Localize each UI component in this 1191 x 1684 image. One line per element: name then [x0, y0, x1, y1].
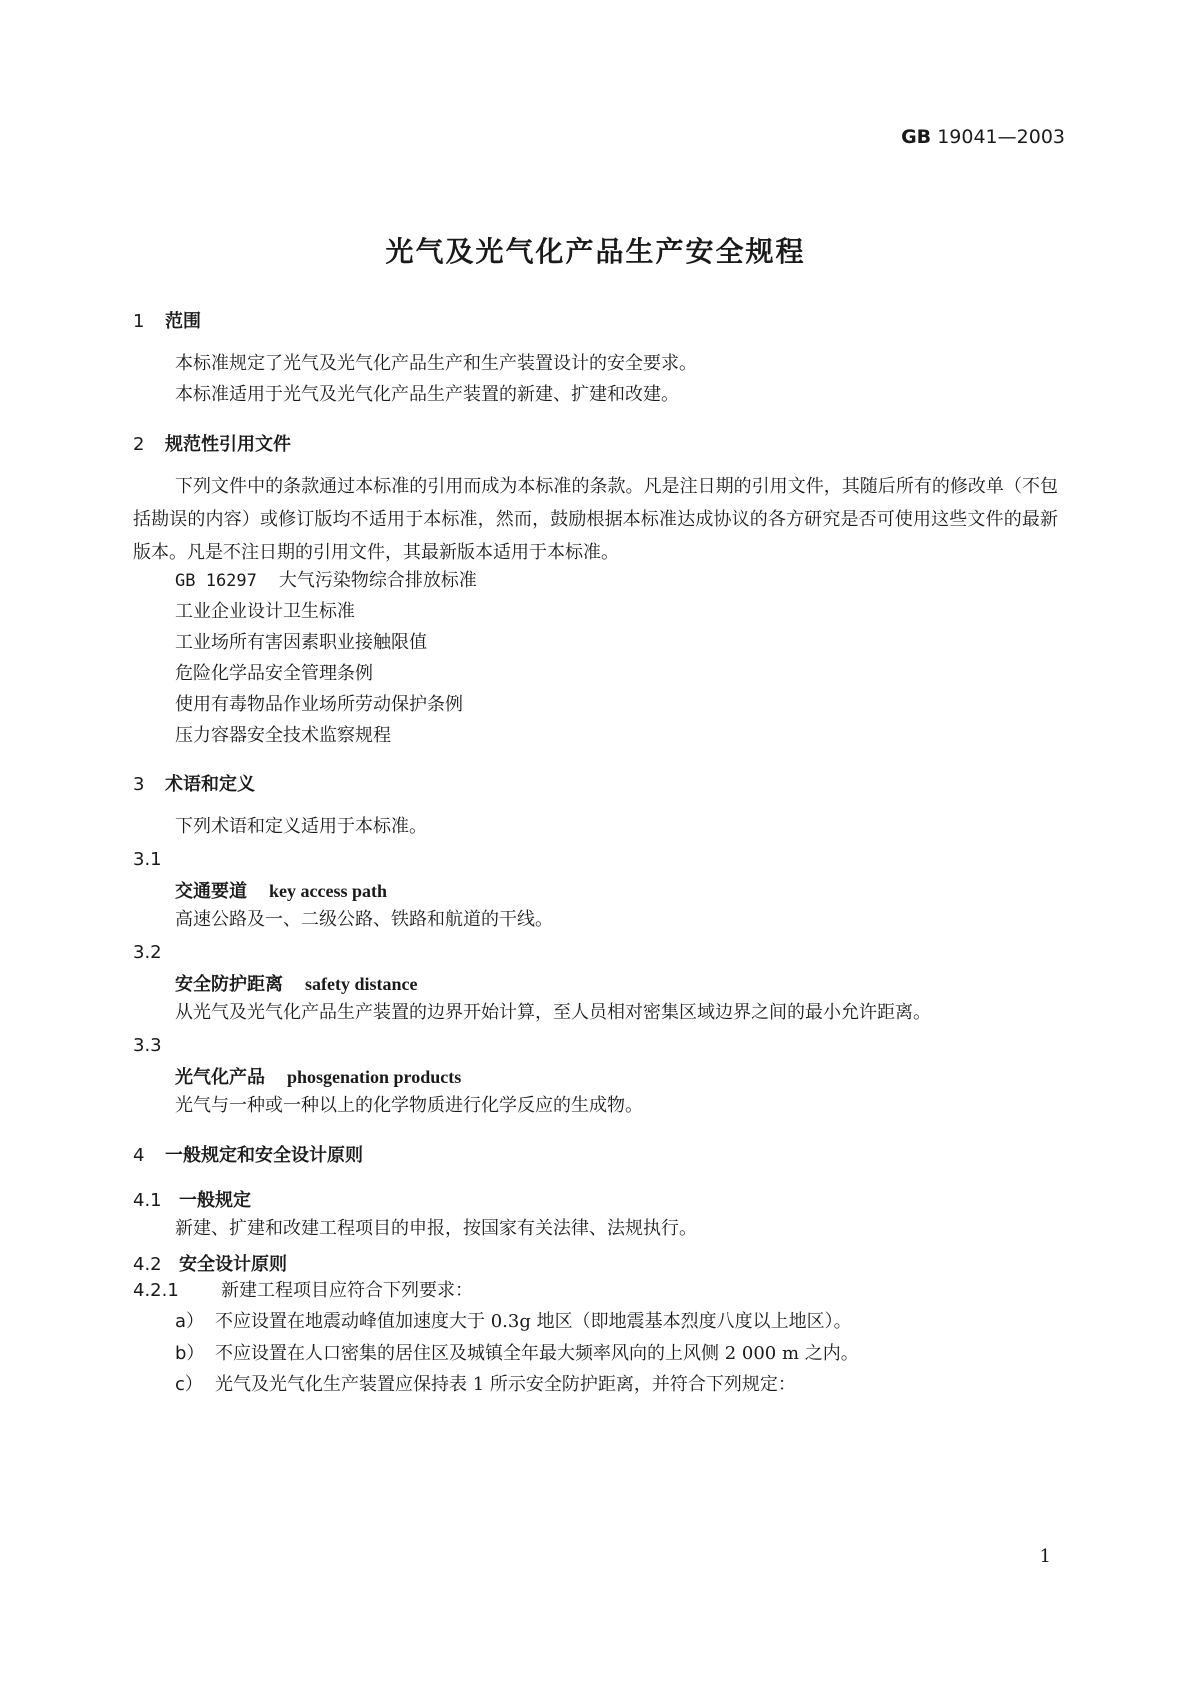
document-title: 光气及光气化产品生产安全规程 [385, 235, 806, 268]
paragraph: 本标准适用于光气及光气化产品生产装置的新建、扩建和改建。 [175, 384, 679, 405]
term-number: 3.1 [133, 849, 162, 870]
reference-item: 危险化学品安全管理条例 [175, 663, 373, 684]
list-item: b） 不应设置在人口密集的居住区及城镇全年最大频率风向的上风侧 2 000 m 之内。 [175, 1343, 859, 1364]
section-3-heading: 3 术语和定义 [133, 774, 255, 795]
reference-item: 工业场所有害因素职业接触限值 [175, 632, 427, 653]
term-number: 3.3 [133, 1035, 162, 1056]
standard-code: GB 19041—2003 [901, 126, 1065, 148]
term-heading: 交通要道 key access path [175, 881, 387, 902]
term-definition: 从光气及光气化产品生产装置的边界开始计算，至人员相对密集区域边界之间的最小允许距离。 [175, 1002, 931, 1023]
term-definition: 光气与一种或一种以上的化学物质进行化学反应的生成物。 [175, 1095, 643, 1116]
section-2-heading: 2 规范性引用文件 [133, 434, 291, 455]
paragraph: 新建、扩建和改建工程项目的申报，按国家有关法律、法规执行。 [175, 1218, 697, 1239]
section-4-1-heading: 4.1 一般规定 [133, 1190, 251, 1211]
list-item: c） 光气及光气化生产装置应保持表 1 所示安全防护距离，并符合下列规定： [175, 1374, 796, 1395]
page-number: 1 [1039, 1546, 1051, 1567]
paragraph: 下列文件中的条款通过本标准的引用而成为本标准的条款。凡是注日期的引用文件，其随后所有的修改单（不包括勘误的内容）或修订版均不适用于本标准，然而，鼓励根据本标准达成协议的各方研究是否可使用这些文件的最新版本。凡是不注日期的引用文件，其最新版本适用于本标准。 [133, 476, 1058, 563]
reference-item: 压力容器安全技术监察规程 [175, 725, 391, 746]
paragraph: 本标准规定了光气及光气化产品生产和生产装置设计的安全要求。 [175, 353, 697, 374]
section-4-2-heading: 4.2 安全设计原则 [133, 1254, 287, 1275]
reference-item: 工业企业设计卫生标准 [175, 601, 355, 622]
section-1-heading: 1 范围 [133, 311, 201, 332]
clause-4-2-1: 4.2.1 新建工程项目应符合下列要求： [133, 1280, 473, 1301]
reference-item: GB 16297 大气污染物综合排放标准 [175, 570, 477, 591]
term-heading: 安全防护距离 safety distance [175, 974, 418, 995]
paragraph: 下列术语和定义适用于本标准。 [175, 816, 427, 837]
term-heading: 光气化产品 phosgenation products [175, 1067, 462, 1088]
list-item: a） 不应设置在地震动峰值加速度大于 0.3g 地区（即地震基本烈度八度以上地区）。 [175, 1311, 852, 1332]
term-number: 3.2 [133, 942, 162, 963]
term-definition: 高速公路及一、二级公路、铁路和航道的干线。 [175, 909, 553, 930]
reference-item: 使用有毒物品作业场所劳动保护条例 [175, 694, 463, 715]
section-4-heading: 4 一般规定和安全设计原则 [133, 1145, 363, 1166]
